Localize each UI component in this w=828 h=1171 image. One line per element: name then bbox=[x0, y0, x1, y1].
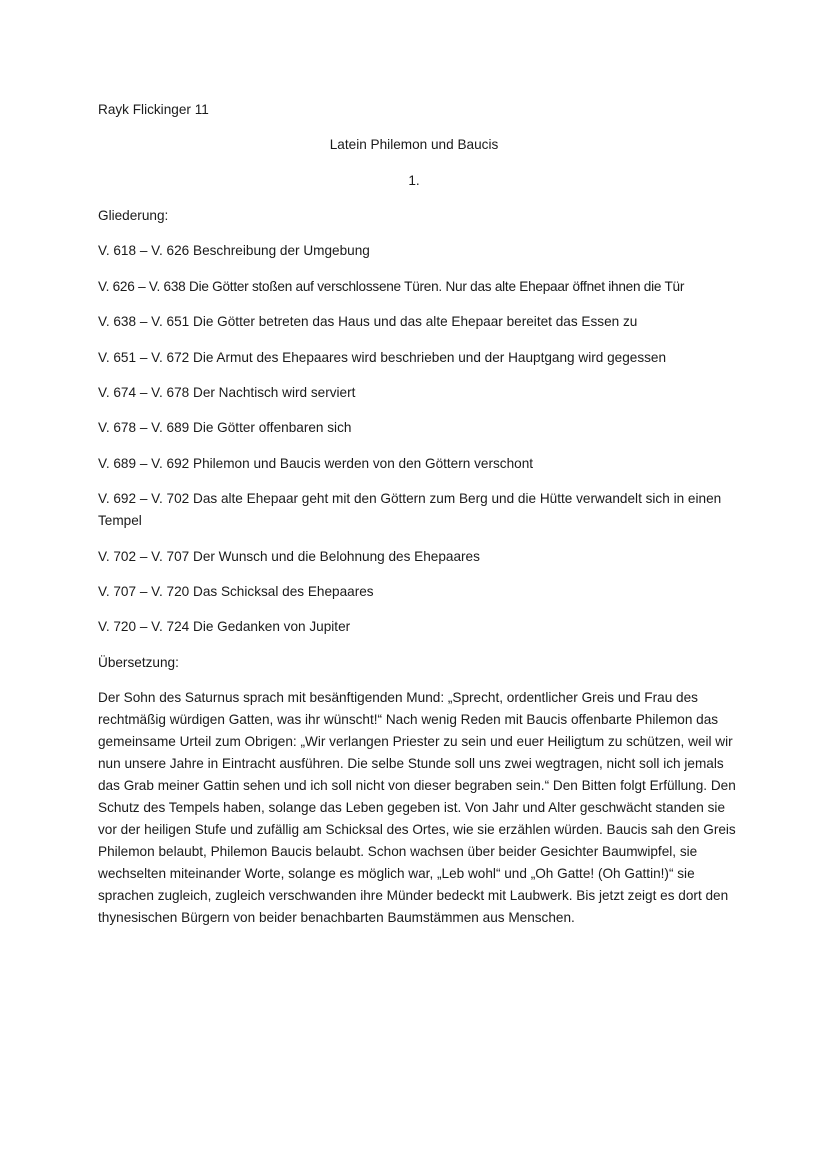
outline-item: V. 720 – V. 724 Die Gedanken von Jupiter bbox=[98, 619, 351, 635]
author-line: Rayk Flickinger 11 bbox=[98, 102, 209, 117]
translation-heading: Übersetzung: bbox=[98, 654, 179, 670]
outline-item: V. 674 – V. 678 Der Nachtisch wird serviert bbox=[98, 384, 356, 400]
outline-item: V. 692 – V. 702 Das alte Ehepaar geht mit den Göttern zum Berg und die Hütte verwandelt sich in einen Tempel bbox=[98, 491, 722, 529]
outline-item: V. 707 – V. 720 Das Schicksal des Ehepaares bbox=[98, 583, 374, 599]
outline-item: V. 618 – V. 626 Beschreibung der Umgebung bbox=[98, 243, 370, 259]
outline-item: V. 689 – V. 692 Philemon und Baucis werden von den Göttern verschont bbox=[98, 455, 534, 471]
outline-item: V. 651 – V. 672 Die Armut des Ehepaares wird beschrieben und der Hauptgang wird gegessen bbox=[98, 349, 667, 365]
outline-list bbox=[98, 240, 738, 638]
outline-item: V. 678 – V. 689 Die Götter offenbaren sich bbox=[98, 420, 352, 436]
outline-item: V. 626 – V. 638 Die Götter stoßen auf verschlossene Türen. Nur das alte Ehepaar öffnet ihnen die Tür bbox=[98, 278, 685, 294]
document-body bbox=[98, 205, 738, 929]
outline-item: V. 702 – V. 707 Der Wunsch und die Belohnung des Ehepaares bbox=[98, 548, 480, 564]
outline-item: V. 638 – V. 651 Die Götter betreten das Haus und das alte Ehepaar bereitet das Essen zu bbox=[98, 314, 638, 330]
section-number: 1. bbox=[408, 173, 420, 188]
translation-paragraph: Der Sohn des Saturnus sprach mit besänftigenden Mund: „Sprecht, ordentlicher Greis und Frau des rechtmäßig würdigen Gatten, was ihr wünscht!“ Nach wenig Reden mit Baucis offenbarte Philemon das gemeinsame Urteil zum Obrigen: „Wir verlangen Priester zu sein und euer Heiligtum zu schützen, weil wir nun unsere Jahre in Eintracht ausführen. Die selbe Stunde soll uns zwei wegtragen, nicht soll ich jemals das Grab meiner Gattin sehen und ich soll nicht von dieser begraben sein.“ Den Bitten folgt Erfüllung. Den Schutz des Tempels haben, solange das Leben gegeben ist. Von Jahr und Alter geschwächt standen sie vor der heiligen Stufe und zufällig am Schicksal des Ortes, wie sie erzählen würden. Baucis sah den Greis Philemon belaubt, Philemon Baucis belaubt. Schon wachsen über beider Gesichter Baumwipfel, sie wechselten miteinander Worte, solange es möglich war, „Leb wohl“ und „Oh Gatte! (Oh Gattin!)“ sie sprachen zugleich, zugleich verschwanden ihre Münder bedeckt mit Laubwerk. Bis jetzt zeigt es dort den thynesischen Bürgern von beider benachbarten Baumstämmen aus Menschen. bbox=[98, 690, 736, 926]
outline-heading: Gliederung: bbox=[98, 208, 169, 223]
document-title: Latein Philemon und Baucis bbox=[329, 137, 499, 152]
